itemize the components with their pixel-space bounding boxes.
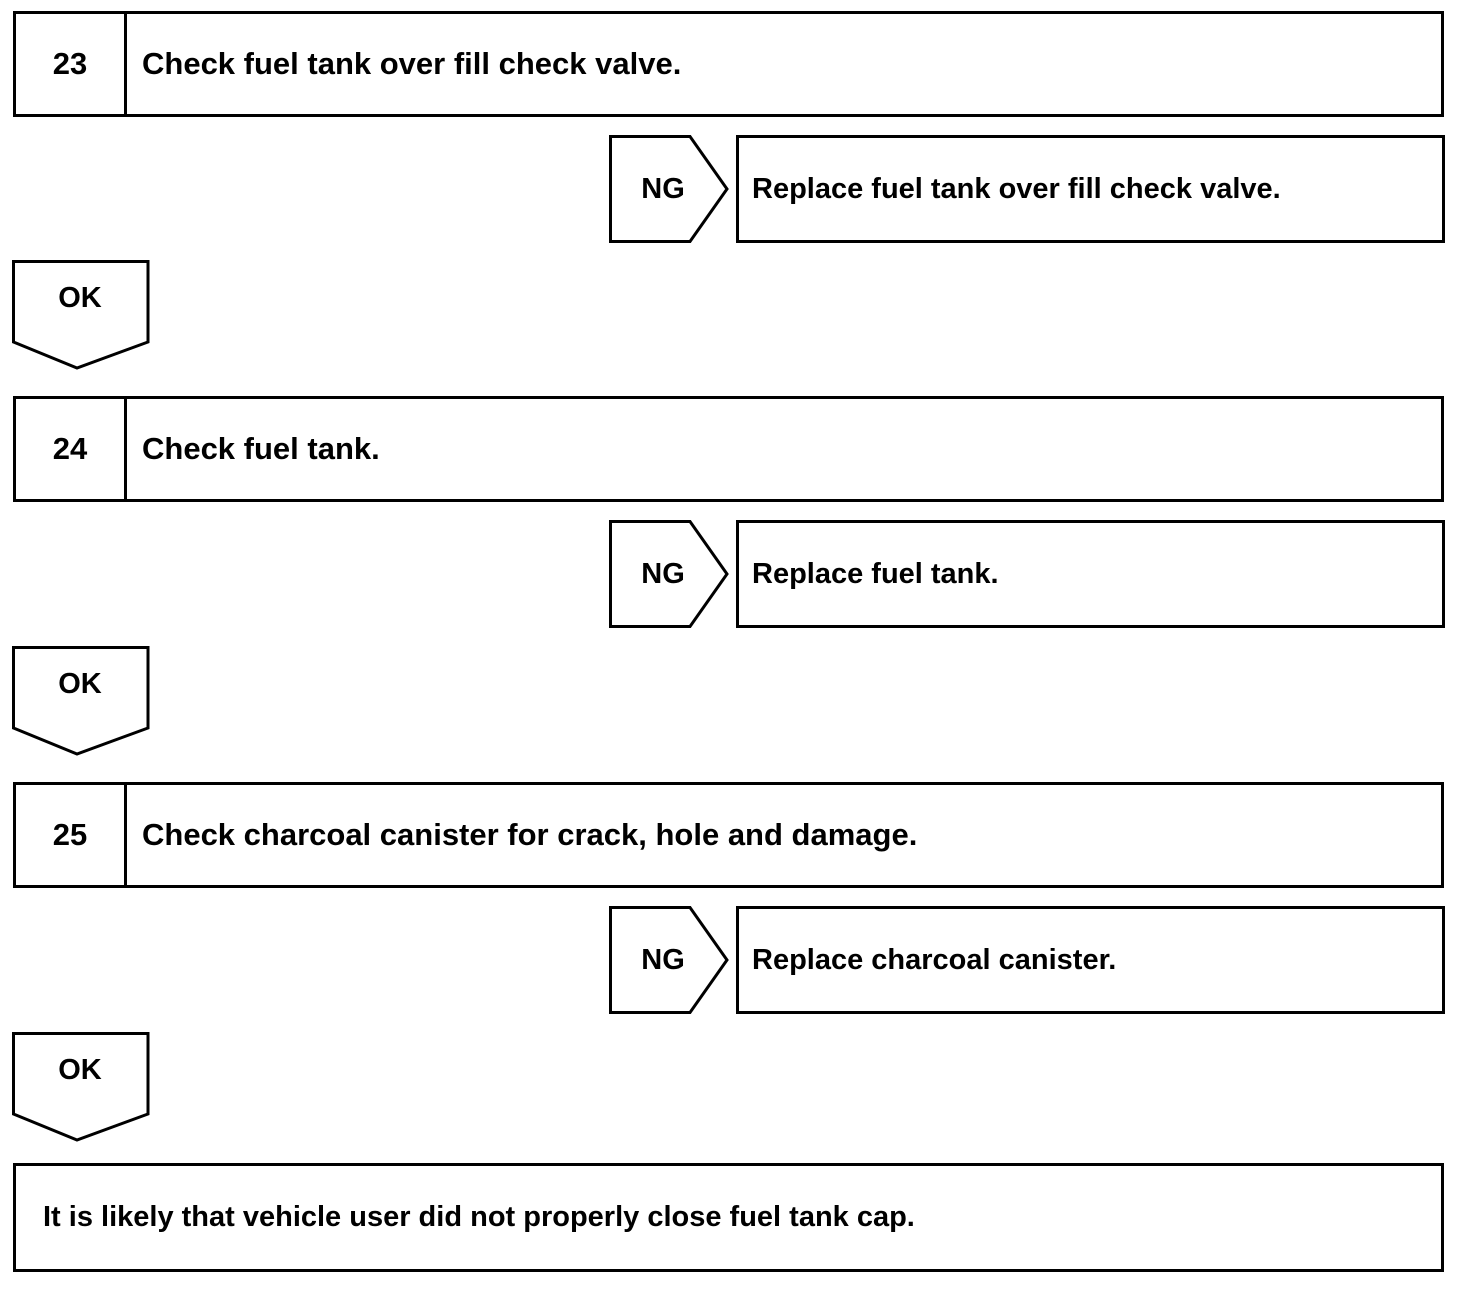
final-result-box: It is likely that vehicle user did not properly close fuel tank cap. bbox=[13, 1163, 1444, 1272]
ok-arrow-shape bbox=[12, 1032, 150, 1142]
ng-action-box: Replace charcoal canister. bbox=[736, 906, 1445, 1014]
step-number: 25 bbox=[16, 785, 127, 885]
ng-arrow bbox=[609, 520, 731, 628]
ng-label: NG bbox=[641, 172, 685, 205]
ok-arrow bbox=[12, 646, 150, 756]
ng-arrow bbox=[609, 135, 731, 243]
ng-label: NG bbox=[641, 943, 685, 976]
ok-label: OK bbox=[58, 668, 102, 700]
ok-arrow bbox=[12, 1032, 150, 1142]
ok-arrow-shape bbox=[12, 646, 150, 756]
step-number: 24 bbox=[16, 399, 127, 499]
ng-arrow bbox=[609, 906, 731, 1014]
ok-label: OK bbox=[58, 1054, 102, 1086]
ok-arrow bbox=[12, 260, 150, 370]
ng-action-box: Replace fuel tank. bbox=[736, 520, 1445, 628]
ng-action-box: Replace fuel tank over fill check valve. bbox=[736, 135, 1445, 243]
step-number: 23 bbox=[16, 14, 127, 114]
step-box-23 bbox=[13, 11, 1444, 117]
step-description: Check fuel tank. bbox=[142, 431, 380, 466]
ng-label: NG bbox=[641, 557, 685, 590]
step-box-24 bbox=[13, 396, 1444, 502]
ok-arrow-shape bbox=[12, 260, 150, 370]
step-description: Check charcoal canister for crack, hole and damage. bbox=[142, 817, 918, 852]
ok-label: OK bbox=[58, 282, 102, 314]
step-box-25 bbox=[13, 782, 1444, 888]
step-description: Check fuel tank over fill check valve. bbox=[142, 46, 682, 81]
